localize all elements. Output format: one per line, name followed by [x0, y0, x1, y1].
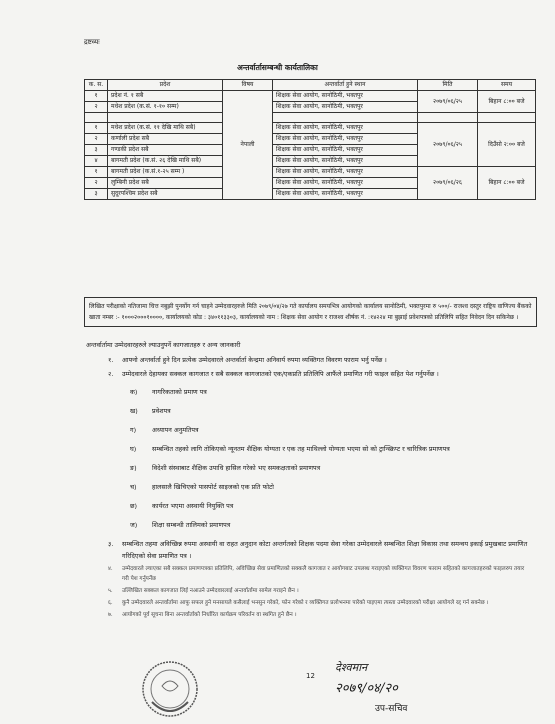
- signatory-designation: उप-सचिव: [375, 704, 408, 714]
- sub-text: नागरिकताको प्रमाण पत्र: [152, 388, 207, 396]
- item-number: ७.: [108, 612, 113, 618]
- item-text: उल्लिखित सक्कल कागजात लिई नआउने उम्मेदवारलाई अन्तर्वार्तामा सामेल गराइने छैन ।: [122, 588, 299, 594]
- sub-text: शिक्षा सम्बन्धी तालिमको प्रमाणपत्र: [152, 521, 231, 529]
- cell-venue: शिक्षक सेवा आयोग, सानोठिमी, भक्तपुर: [273, 134, 418, 145]
- item-text: उम्मेदवारले देहायका सक्कल कागजात र सबै सक्कल कागजातको एक/एकप्रति प्रतिलिपि आफैंले प्रमाणित गरी फाइल सहित पेश गर्नुपर्नेछ ।: [122, 370, 439, 378]
- section-heading: अन्तर्वार्तामा उम्मेदवारहरुले ल्याउनुपर्ने कागजातहरु र अन्य जानकारी: [86, 341, 241, 349]
- sublist-item: [130, 386, 528, 398]
- cell-province: लुम्बिनी प्रदेश सबै: [108, 178, 223, 189]
- cell-subject: नेपाली: [223, 91, 273, 200]
- document-sublist: [130, 386, 528, 531]
- cell-venue: शिक्षक सेवा आयोग, सानोठिमी, भक्तपुर: [273, 123, 418, 134]
- sublist-item: [130, 500, 528, 512]
- stamp-seal-icon: [140, 658, 200, 720]
- sub-text: कार्यरत भएमा अस्थायी नियुक्ति पत्र: [152, 502, 234, 510]
- sub-letter: ख): [130, 407, 138, 415]
- header-date: मिति: [418, 80, 478, 91]
- list-item: [108, 538, 528, 562]
- cell-date: २०७९/०६/२५: [418, 91, 478, 113]
- boxed-notice: लिखित परीक्षाको नतिजामा चित्त नबुझी पुनर्योग गर्न चाहने उम्मेदवारहरुले मिति २०७९/०४/२७ गते कार्यालय समयभित्र आयोगको कार्यालय सानोठिमी, भक्तपुरमा रु ५००/- राजश्व दस्तुर राष्ट्रिय वाणिज्य बैंकको खाता नम्बर :- १०००२०००१००००, कार्यालयको कोड : ३४०११३३०३, कार्यालयको नाम : शिक्षक सेवा आयोग र राजश्व शीर्षक नं. :१४२२४ मा बुझाई प्रवेशपत्रको प्रतिलिपि सहित निवेदन दिन सकिनेछ ।: [84, 297, 537, 327]
- list-item: [108, 564, 528, 584]
- table-title: अन्तर्वार्तासम्बन्धी कार्यतालिका: [237, 63, 318, 72]
- cell-time: बिहान ८:०० बजे: [478, 91, 536, 113]
- list-item: [108, 368, 528, 380]
- list-item: [108, 586, 528, 596]
- cell-province: प्रदेश नं. १ सबै: [108, 91, 223, 102]
- cell-venue: शिक्षक सेवा आयोग, सानोठिमी, भक्तपुर: [273, 102, 418, 113]
- cell-province: बागमती प्रदेश (क.सं. २६ देखि माथि सबै): [108, 156, 223, 167]
- table-row: [85, 91, 536, 102]
- cell-date: २०७९/०६/२५: [418, 123, 478, 167]
- sub-letter: ङ): [130, 464, 137, 472]
- item-number: ६.: [108, 600, 113, 606]
- table-header-row: [85, 80, 536, 91]
- item-text: कुनै उम्मेदवारले अन्तर्वार्तामा आफू सफल हुने मनसायले कसैलाई भनसुन गरेको, फोन गरेको र व्यक्तिगत प्रलोभनमा पारेको पाइएमा त्यस्ता उम्मेदवारको परीक्षा आयोगले रद्द गर्न सक्नेछ ।: [122, 600, 489, 606]
- header-subject: विषय: [223, 80, 273, 91]
- cell-venue: शिक्षक सेवा आयोग, सानोठिमी, भक्तपुर: [273, 167, 418, 178]
- item-text: सम्बन्धित तहमा अविच्छिन्न रुपमा अस्थायी वा राहत अनुदान कोटा अन्तर्गतको शिक्षक पदमा सेवा गरेका उम्मेदवारले सम्बन्धित शिक्षा विकास तथा समन्वय इकाई प्रमुखबाट प्रमाणित गरिदिएको सेवा प्रमाणित पत्र ।: [122, 540, 528, 560]
- sub-text: अध्यापन अनुमतिपत्र: [152, 426, 199, 434]
- sub-letter: च): [130, 483, 137, 491]
- item-number: १.: [108, 356, 114, 364]
- sublist-item: [130, 462, 528, 474]
- sub-text: हालसालै खिचिएको पासपोर्ट साइजको एक प्रति फोटो: [152, 483, 274, 491]
- cell-sn: २: [85, 134, 108, 145]
- signature-date: २०७९/०४/२०: [335, 681, 398, 696]
- sub-text: सम्बन्धित तहको लागि तोकिएको न्यूनतम शैक्षिक योग्यता र एक तह माथिल्लो योग्यता भएमा सो को ट्रान्स्क्रिप्ट र चारित्रिक प्रमाणपत्र: [152, 445, 450, 453]
- signature: देश्वमान: [335, 661, 368, 674]
- cell-sn: ४: [85, 156, 108, 167]
- sub-text: विदेशी संस्थाबाट शैक्षिक उपाधि हासिल गरेको भए समकक्षताको प्रमाणपत्र: [152, 464, 321, 472]
- sublist-item: [130, 424, 528, 436]
- header-venue: अन्तर्वार्ता हुने स्थान: [273, 80, 418, 91]
- cell-time: दिउँसो २:०० बजे: [478, 123, 536, 167]
- header-province: प्रदेश: [108, 80, 223, 91]
- cell-sn: १: [85, 91, 108, 102]
- cell-sn: २: [85, 178, 108, 189]
- list-item: [108, 610, 528, 620]
- cell-venue: शिक्षक सेवा आयोग, सानोठिमी, भक्तपुर: [273, 156, 418, 167]
- cell-venue: शिक्षक सेवा आयोग, सानोठिमी, भक्तपुर: [273, 178, 418, 189]
- cell-venue: शिक्षक सेवा आयोग, सानोठिमी, भक्तपुर: [273, 91, 418, 102]
- cell-sn: ३: [85, 145, 108, 156]
- item-number: २.: [108, 370, 114, 378]
- item-number: ४.: [108, 566, 113, 572]
- cell-sn: २: [85, 102, 108, 113]
- item-number: ३.: [108, 540, 114, 548]
- item-number: ५.: [108, 588, 113, 594]
- cell-province: मधेश प्रदेश (क.सं. १-१० सम्म): [108, 102, 223, 113]
- note-heading: द्रष्टव्यः: [84, 38, 100, 46]
- schedule-table: [84, 79, 536, 200]
- cell-sn: १: [85, 167, 108, 178]
- list-item: [108, 354, 528, 366]
- item-text: उम्मेदवारले ल्याएका सबै सक्कल प्रमाणपत्रका प्रतिलिपि, अविच्छिन्न सेवा प्रमाणितको सक्कलै कागजात र आयोगबाट उपलब्ध गराइएको व्यक्तिगत विवरण फाराम सहितको कागजातहरुको फाइलरुप तयार गरी पेश गर्नुपर्नेछ: [122, 566, 525, 582]
- sublist-item: [130, 481, 528, 493]
- cell-sn: १: [85, 123, 108, 134]
- cell-venue: शिक्षक सेवा आयोग, सानोठिमी, भक्तपुर: [273, 145, 418, 156]
- item-text: आफ्नो अन्तर्वार्ता हुने दिन प्रत्येक उम्मेदवारले अन्तर्वार्ता केन्द्रमा अनिवार्य रुपमा व्यक्तिगत विवरण फाराम भर्नु पर्नेछ ।: [122, 356, 387, 364]
- page-number: 12: [306, 672, 315, 680]
- sub-letter: छ): [130, 502, 137, 510]
- list-item: [108, 598, 528, 608]
- table-row: [85, 167, 536, 178]
- cell-province: गण्डकी प्रदेश सबै: [108, 145, 223, 156]
- cell-venue: शिक्षक सेवा आयोग, सानोठिमी, भक्तपुर: [273, 189, 418, 200]
- sublist-item: [130, 443, 528, 455]
- sub-letter: क): [130, 388, 138, 396]
- header-sn: क. स.: [85, 80, 108, 91]
- cell-province: मधेश प्रदेश (क.सं. ११ देखि माथि सबै): [108, 123, 223, 134]
- official-stamp: [140, 658, 200, 724]
- cell-province: बागमती प्रदेश (क.सं.१-२५ सम्म ): [108, 167, 223, 178]
- cell-province: कर्णाली प्रदेश सबै: [108, 134, 223, 145]
- item-text: आयोगको पूर्व सूचना बिना अन्तर्वार्ताको निर्धारित कार्यक्रम परिवर्तन वा स्थगित हुने छैन ।: [122, 612, 297, 618]
- sub-text: प्रवेशपत्र: [152, 407, 171, 415]
- sub-letter: ज): [130, 521, 138, 529]
- table-row: [85, 123, 536, 134]
- header-time: समय: [478, 80, 536, 91]
- table-spacer: [85, 113, 536, 123]
- cell-time: बिहान ८:०० बजे: [478, 167, 536, 200]
- cell-date: २०७९/०६/२६: [418, 167, 478, 200]
- cell-province: सुदूरपश्चिम प्रदेश सबै: [108, 189, 223, 200]
- sublist-item: [130, 519, 528, 531]
- cell-sn: ३: [85, 189, 108, 200]
- sub-letter: ग): [130, 426, 137, 434]
- sublist-item: [130, 405, 528, 417]
- sub-letter: घ): [130, 445, 137, 453]
- instruction-list: [108, 354, 528, 622]
